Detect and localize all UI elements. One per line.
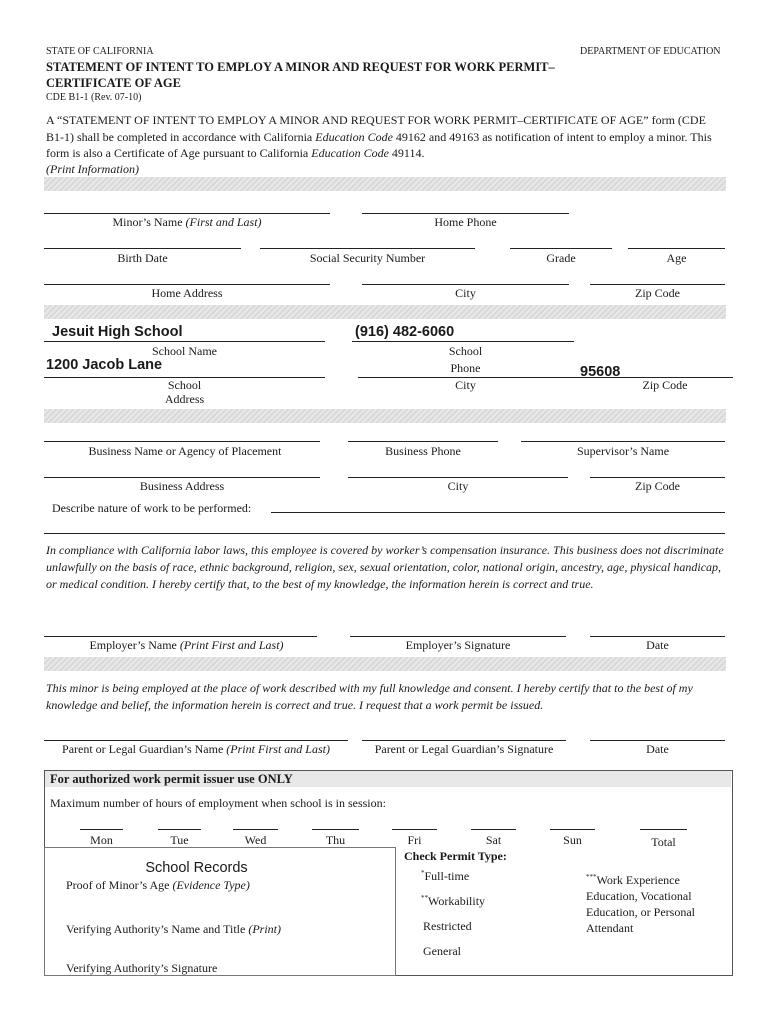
guardian-statement: This minor is being employed at the place of work described with my full knowledge and consent. I hereby certify that to the best of my knowledge and belief, the information herein is correct and true. I request that a work permit be issued. [46, 681, 693, 712]
school-zip-value[interactable]: 95608 [580, 364, 621, 380]
employer-date-line[interactable] [590, 636, 725, 637]
school-name-label: School Name [152, 344, 217, 358]
proof-of-age-label: Proof of Minor’s Age (Evidence Type) [66, 878, 250, 892]
employer-signature-line[interactable] [350, 636, 566, 637]
ssn-label: Social Security Number [309, 251, 426, 265]
business-phone-line[interactable] [348, 441, 498, 442]
issuer-header: For authorized work permit issuer use ONLY [50, 772, 293, 786]
business-name-line[interactable] [44, 441, 320, 442]
school-records-title: School Records [145, 860, 248, 876]
day-fri: Fri [407, 833, 422, 847]
permit-general[interactable]: General [423, 944, 461, 958]
minor-name-label: Minor’s Name (First and Last) [112, 215, 262, 229]
verifying-signature-label: Verifying Authority’s Signature [66, 961, 218, 975]
employer-signature-label: Employer’s Signature [405, 638, 511, 652]
intro-paragraph: A “STATEMENT OF INTENT TO EMPLOY A MINOR AND REQUEST FOR WORK PERMIT–CERTIFICATE OF AGE” form (CDE B1-1) shall be completed in accordance with California Education Code 49162 and 49163 as notification of intent to employ a minor. This form is also a Certificate of Age pursuant to California Education Code 49114. [46, 113, 712, 160]
day-total: Total [651, 835, 676, 849]
permit-restricted[interactable]: Restricted [423, 919, 472, 933]
guardian-name-label: Parent or Legal Guardian’s Name (Print First and Last) [62, 742, 330, 756]
guardian-signature-label: Parent or Legal Guardian’s Signature [374, 742, 554, 756]
minor-zip-label: Zip Code [635, 286, 680, 300]
fri-hours-line[interactable] [392, 829, 437, 830]
employer-date-label: Date [646, 638, 669, 652]
sun-hours-line[interactable] [550, 829, 595, 830]
compliance-statement: In compliance with California labor laws, this employee is covered by worker’s compensation insurance. This business does not discriminate unlawfully on the basis of race, ethnic background, religion, sex, sexual orientation, color, national origin, ancestry, age, physical handicap, or medical condition. I hereby certify that, to the best of my knowledge, the information herein is correct and true. [46, 543, 724, 591]
business-name-label: Business Name or Agency of Placement [88, 444, 282, 458]
school-phone-label-1: School [448, 344, 483, 358]
thu-hours-line[interactable] [312, 829, 359, 830]
day-wed: Wed [244, 833, 267, 847]
guardian-name-line[interactable] [44, 740, 348, 741]
day-thu: Thu [325, 833, 346, 847]
employer-name-line[interactable] [44, 636, 317, 637]
business-city-label: City [447, 479, 469, 493]
permit-full-time[interactable]: *Full-time [421, 869, 470, 883]
supervisor-label: Supervisor’s Name [576, 444, 670, 458]
sat-hours-line[interactable] [471, 829, 516, 830]
minor-section-band [44, 177, 726, 191]
permit-workability[interactable]: **Workability [421, 894, 486, 908]
school-city-label: City [455, 378, 476, 392]
grade-line[interactable] [510, 248, 612, 249]
home-phone-line[interactable] [362, 213, 569, 214]
minor-city-line[interactable] [362, 284, 569, 285]
minor-city-label: City [455, 286, 476, 300]
minor-name-line[interactable] [44, 213, 330, 214]
form-title-line2: CERTIFICATE OF AGE [46, 76, 181, 90]
permit-work-experience[interactable]: ***Work Experience Education, Vocational Education, or Personal Attendant [586, 873, 695, 935]
day-mon: Mon [90, 833, 113, 847]
work-description-label: Describe nature of work to be performed: [52, 501, 252, 515]
school-address-value[interactable]: 1200 Jacob Lane [46, 357, 163, 373]
employer-name-label: Employer’s Name (Print First and Last) [89, 638, 284, 652]
school-section-band [44, 305, 726, 319]
school-phone-label-2: Phone [450, 361, 481, 375]
supervisor-line[interactable] [521, 441, 725, 442]
business-city-line[interactable] [348, 477, 568, 478]
guardian-date-label: Date [646, 742, 669, 756]
birth-date-line[interactable] [44, 248, 241, 249]
school-phone-value[interactable]: (916) 482-6060 [355, 324, 455, 340]
business-address-line[interactable] [44, 477, 320, 478]
check-permit-type-label: Check Permit Type: [404, 849, 507, 863]
school-address-label-1: School [167, 378, 202, 392]
wed-hours-line[interactable] [233, 829, 278, 830]
school-zip-label: Zip Code [642, 378, 688, 392]
home-phone-label: Home Phone [434, 215, 497, 229]
school-name-value[interactable]: Jesuit High School [52, 324, 183, 340]
grade-label: Grade [546, 251, 576, 265]
tue-hours-line[interactable] [158, 829, 201, 830]
ssn-line[interactable] [260, 248, 475, 249]
age-label: Age [666, 251, 687, 265]
total-hours-line[interactable] [640, 829, 687, 830]
business-zip-label: Zip Code [635, 479, 680, 493]
guardian-date-line[interactable] [590, 740, 725, 741]
work-description-line[interactable] [271, 512, 725, 513]
home-address-label: Home Address [151, 286, 223, 300]
business-zip-line[interactable] [590, 477, 725, 478]
business-phone-label: Business Phone [385, 444, 461, 458]
day-tue: Tue [170, 833, 189, 847]
school-phone-line [352, 341, 574, 342]
birth-date-label: Birth Date [117, 251, 168, 265]
department-label: DEPARTMENT OF EDUCATION [580, 46, 721, 57]
work-description-line-2[interactable] [44, 533, 725, 534]
form-title-line1: STATEMENT OF INTENT TO EMPLOY A MINOR AND REQUEST FOR WORK PERMIT– [46, 60, 555, 74]
guardian-signature-line[interactable] [362, 740, 566, 741]
state-label: STATE OF CALIFORNIA [46, 46, 154, 57]
day-sat: Sat [485, 833, 502, 847]
hours-label: Maximum number of hours of employment when school is in session: [50, 796, 386, 810]
home-address-line[interactable] [44, 284, 330, 285]
day-sun: Sun [563, 833, 582, 847]
mon-hours-line[interactable] [80, 829, 123, 830]
age-line[interactable] [628, 248, 725, 249]
business-address-label: Business Address [139, 479, 225, 493]
business-section-band [44, 409, 726, 423]
guardian-section-band [44, 657, 726, 671]
print-information-label: (Print Information) [46, 162, 139, 176]
form-code: CDE B1-1 (Rev. 07-10) [46, 92, 142, 103]
verifying-name-label: Verifying Authority’s Name and Title (Print) [66, 922, 281, 936]
minor-zip-line[interactable] [590, 284, 725, 285]
school-name-line [44, 341, 325, 342]
school-address-label-2: Address [164, 392, 205, 406]
